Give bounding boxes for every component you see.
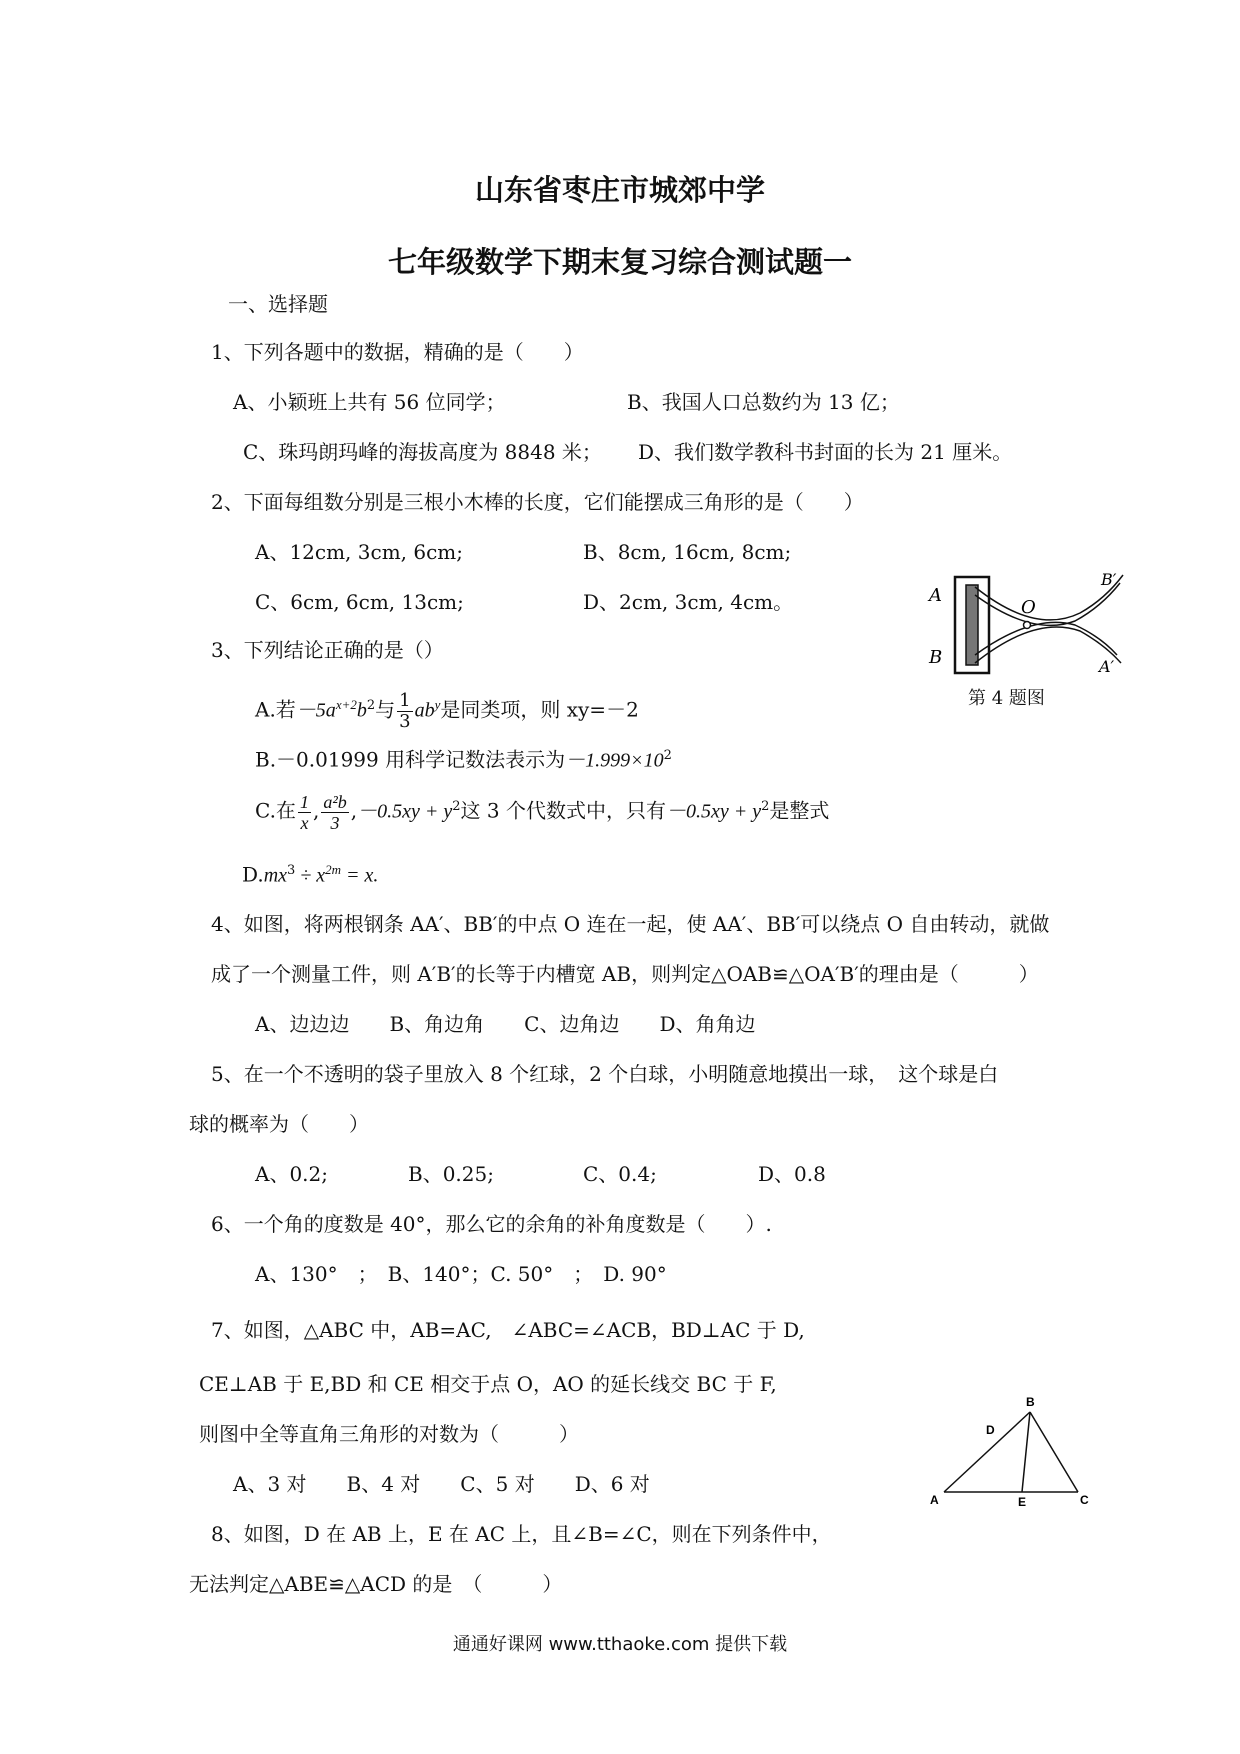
fraction-one-third: [397, 691, 412, 732]
question-7-stem-line-2: CE⊥AB 于 E,BD 和 CE 相交于点 O，AO 的延长线交 BC 于 F,: [199, 1372, 777, 1396]
question-5-option-d: D、0.8: [758, 1162, 826, 1186]
label-b: B: [1026, 1395, 1035, 1409]
conjunction: 与: [375, 697, 396, 722]
option-c-middle: 这 3 个代数式中，只有: [460, 798, 666, 823]
question-1-option-c: C、珠玛朗玛峰的海拔高度为 8848 米；: [243, 440, 602, 464]
term-1-exp: x+2: [335, 697, 357, 712]
label-a: A: [930, 1493, 939, 1507]
question-2-option-d: D、2cm, 3cm, 4cm。: [583, 590, 794, 614]
monomial: mx: [263, 864, 288, 887]
segment-bc: [1030, 1412, 1078, 1492]
term-2-exp: y: [434, 697, 441, 712]
question-7-figure: [930, 1392, 1105, 1512]
page-title: 山东省枣庄市城郊中学: [474, 173, 765, 207]
question-5-stem-line-2: 球的概率为（ ）: [189, 1112, 369, 1136]
separator: ,: [350, 798, 358, 823]
question-5-option-b: B、0.25;: [408, 1162, 494, 1186]
label-c: C: [1080, 1493, 1089, 1507]
divisor-exp: 2m: [325, 862, 342, 877]
fraction-den: 3: [330, 812, 340, 833]
question-4-options: A、边边边 B、角边角 C、边角边 D、角角边: [255, 1012, 756, 1036]
page-footer: 通通好课网 www.tthaoke.com 提供下载: [452, 1634, 788, 1655]
question-1-option-d: D、我们数学教科书封面的长为 21 厘米。: [638, 440, 1013, 464]
question-1-option-b: B、我国人口总数约为 13 亿；: [627, 390, 900, 414]
label-a: A: [929, 585, 942, 606]
question-4-figure-caption: 第 4 题图: [968, 688, 1045, 709]
fraction-one-over-x: [298, 792, 311, 833]
expression-1: －0.5xy + y: [357, 800, 453, 823]
question-1-stem: 1、下列各题中的数据，精确的是（ ）: [211, 340, 584, 364]
option-a-suffix: 是同类项，则 xy=－2: [440, 697, 639, 722]
label-e: E: [1018, 1495, 1027, 1509]
question-3-option-c: [255, 782, 829, 832]
question-7-options: A、3 对 B、4 对 C、5 对 D、6 对: [233, 1472, 650, 1496]
fraction-num: a²b: [323, 791, 347, 812]
label-a-prime: A′: [1099, 657, 1115, 675]
slot-inner: [966, 585, 978, 665]
question-7-stem-line-3: 则图中全等直角三角形的对数为（ ）: [199, 1422, 579, 1446]
sci-notation: －1.999×10: [565, 749, 664, 772]
question-2-option-c: C、6cm, 6cm, 13cm;: [255, 590, 464, 614]
section-heading: 一、选择题: [228, 292, 328, 316]
question-4-figure: [925, 565, 1125, 675]
fraction-den: 3: [399, 710, 411, 732]
label-b: B: [929, 647, 943, 668]
question-5-option-c: C、0.4;: [583, 1162, 657, 1186]
separator: ,: [312, 798, 320, 823]
option-a-prefix: A.若: [255, 697, 296, 722]
option-c-prefix: C.在: [255, 798, 296, 823]
bar-aa-lower: [975, 583, 1120, 625]
term-1-b-exp: 2: [366, 698, 376, 713]
option-c-suffix: 是整式: [769, 798, 830, 823]
expression-2: －0.5xy + y: [665, 800, 762, 823]
label-d: D: [986, 1423, 995, 1437]
question-3-option-a: [255, 680, 639, 730]
question-2-option-b: B、8cm, 16cm, 8cm;: [583, 540, 792, 564]
question-3-option-b: [255, 744, 672, 773]
monomial-exp: 3: [287, 863, 296, 878]
expression-2-exp: 2: [761, 799, 770, 814]
sci-notation-exp: 2: [663, 748, 672, 763]
fraction-num: 1: [399, 689, 411, 711]
question-5-stem-line-1: 5、在一个不透明的袋子里放入 8 个红球，2 个白球，小明随意地摸出一球， 这个球是白: [211, 1062, 999, 1086]
fraction-a2b-over-3: [321, 792, 348, 833]
question-5-option-a: A、0.2;: [255, 1162, 328, 1186]
result: = x.: [341, 864, 379, 887]
question-6-options: A、130° ； B、140°；C. 50° ； D. 90°: [255, 1262, 667, 1286]
question-8-stem-line-2: 无法判定△ABE≌△ACD 的是 （ ）: [189, 1572, 563, 1596]
question-4-stem-line-2: 成了一个测量工件，则 A′B′的长等于内槽宽 AB，则判定△OAB≌△OA′B′的理由是（ ）: [211, 962, 1039, 986]
term-2: ab: [414, 699, 435, 722]
option-b-prefix: B.－0.01999 用科学记数法表示为: [255, 747, 566, 772]
question-3-option-d: [242, 858, 378, 888]
question-1-option-a: A、小颖班上共有 56 位同学；: [233, 390, 506, 414]
fraction-num: 1: [299, 791, 309, 812]
term-1-b: b: [356, 699, 367, 722]
label-o: O: [1021, 597, 1036, 618]
question-4-stem-line-1: 4、如图，将两根钢条 AA′、BB′的中点 O 连在一起，使 AA′、BB′可以绕点 O 自由转动，就做: [211, 912, 1050, 936]
question-7-stem-line-1: 7、如图，△ABC 中，AB=AC, ∠ABC=∠ACB，BD⊥AC 于 D,: [211, 1318, 805, 1342]
term-1: －5a: [295, 699, 336, 722]
question-8-stem-line-1: 8、如图，D 在 AB 上，E 在 AC 上，且∠B=∠C，则在下列条件中，: [211, 1522, 832, 1546]
label-b-prime: B′: [1101, 570, 1117, 589]
fraction-den: x: [300, 812, 309, 833]
question-6-stem: 6、一个角的度数是 40°，那么它的余角的补角度数是（ ）.: [211, 1212, 772, 1236]
question-2-option-a: A、12cm, 3cm, 6cm;: [255, 540, 464, 564]
option-d-prefix: D.: [242, 862, 264, 887]
question-3-stem: 3、下列结论正确的是（）: [211, 638, 444, 662]
segment-be: [1022, 1412, 1030, 1492]
expression-1-exp: 2: [452, 799, 461, 814]
pivot-point: [1024, 622, 1031, 629]
page-subtitle: 七年级数学下期末复习综合测试题一: [387, 245, 852, 279]
question-2-stem: 2、下面每组数分别是三根小木棒的长度，它们能摆成三角形的是（ ）: [211, 490, 864, 514]
divisor: ÷ x: [295, 864, 326, 887]
